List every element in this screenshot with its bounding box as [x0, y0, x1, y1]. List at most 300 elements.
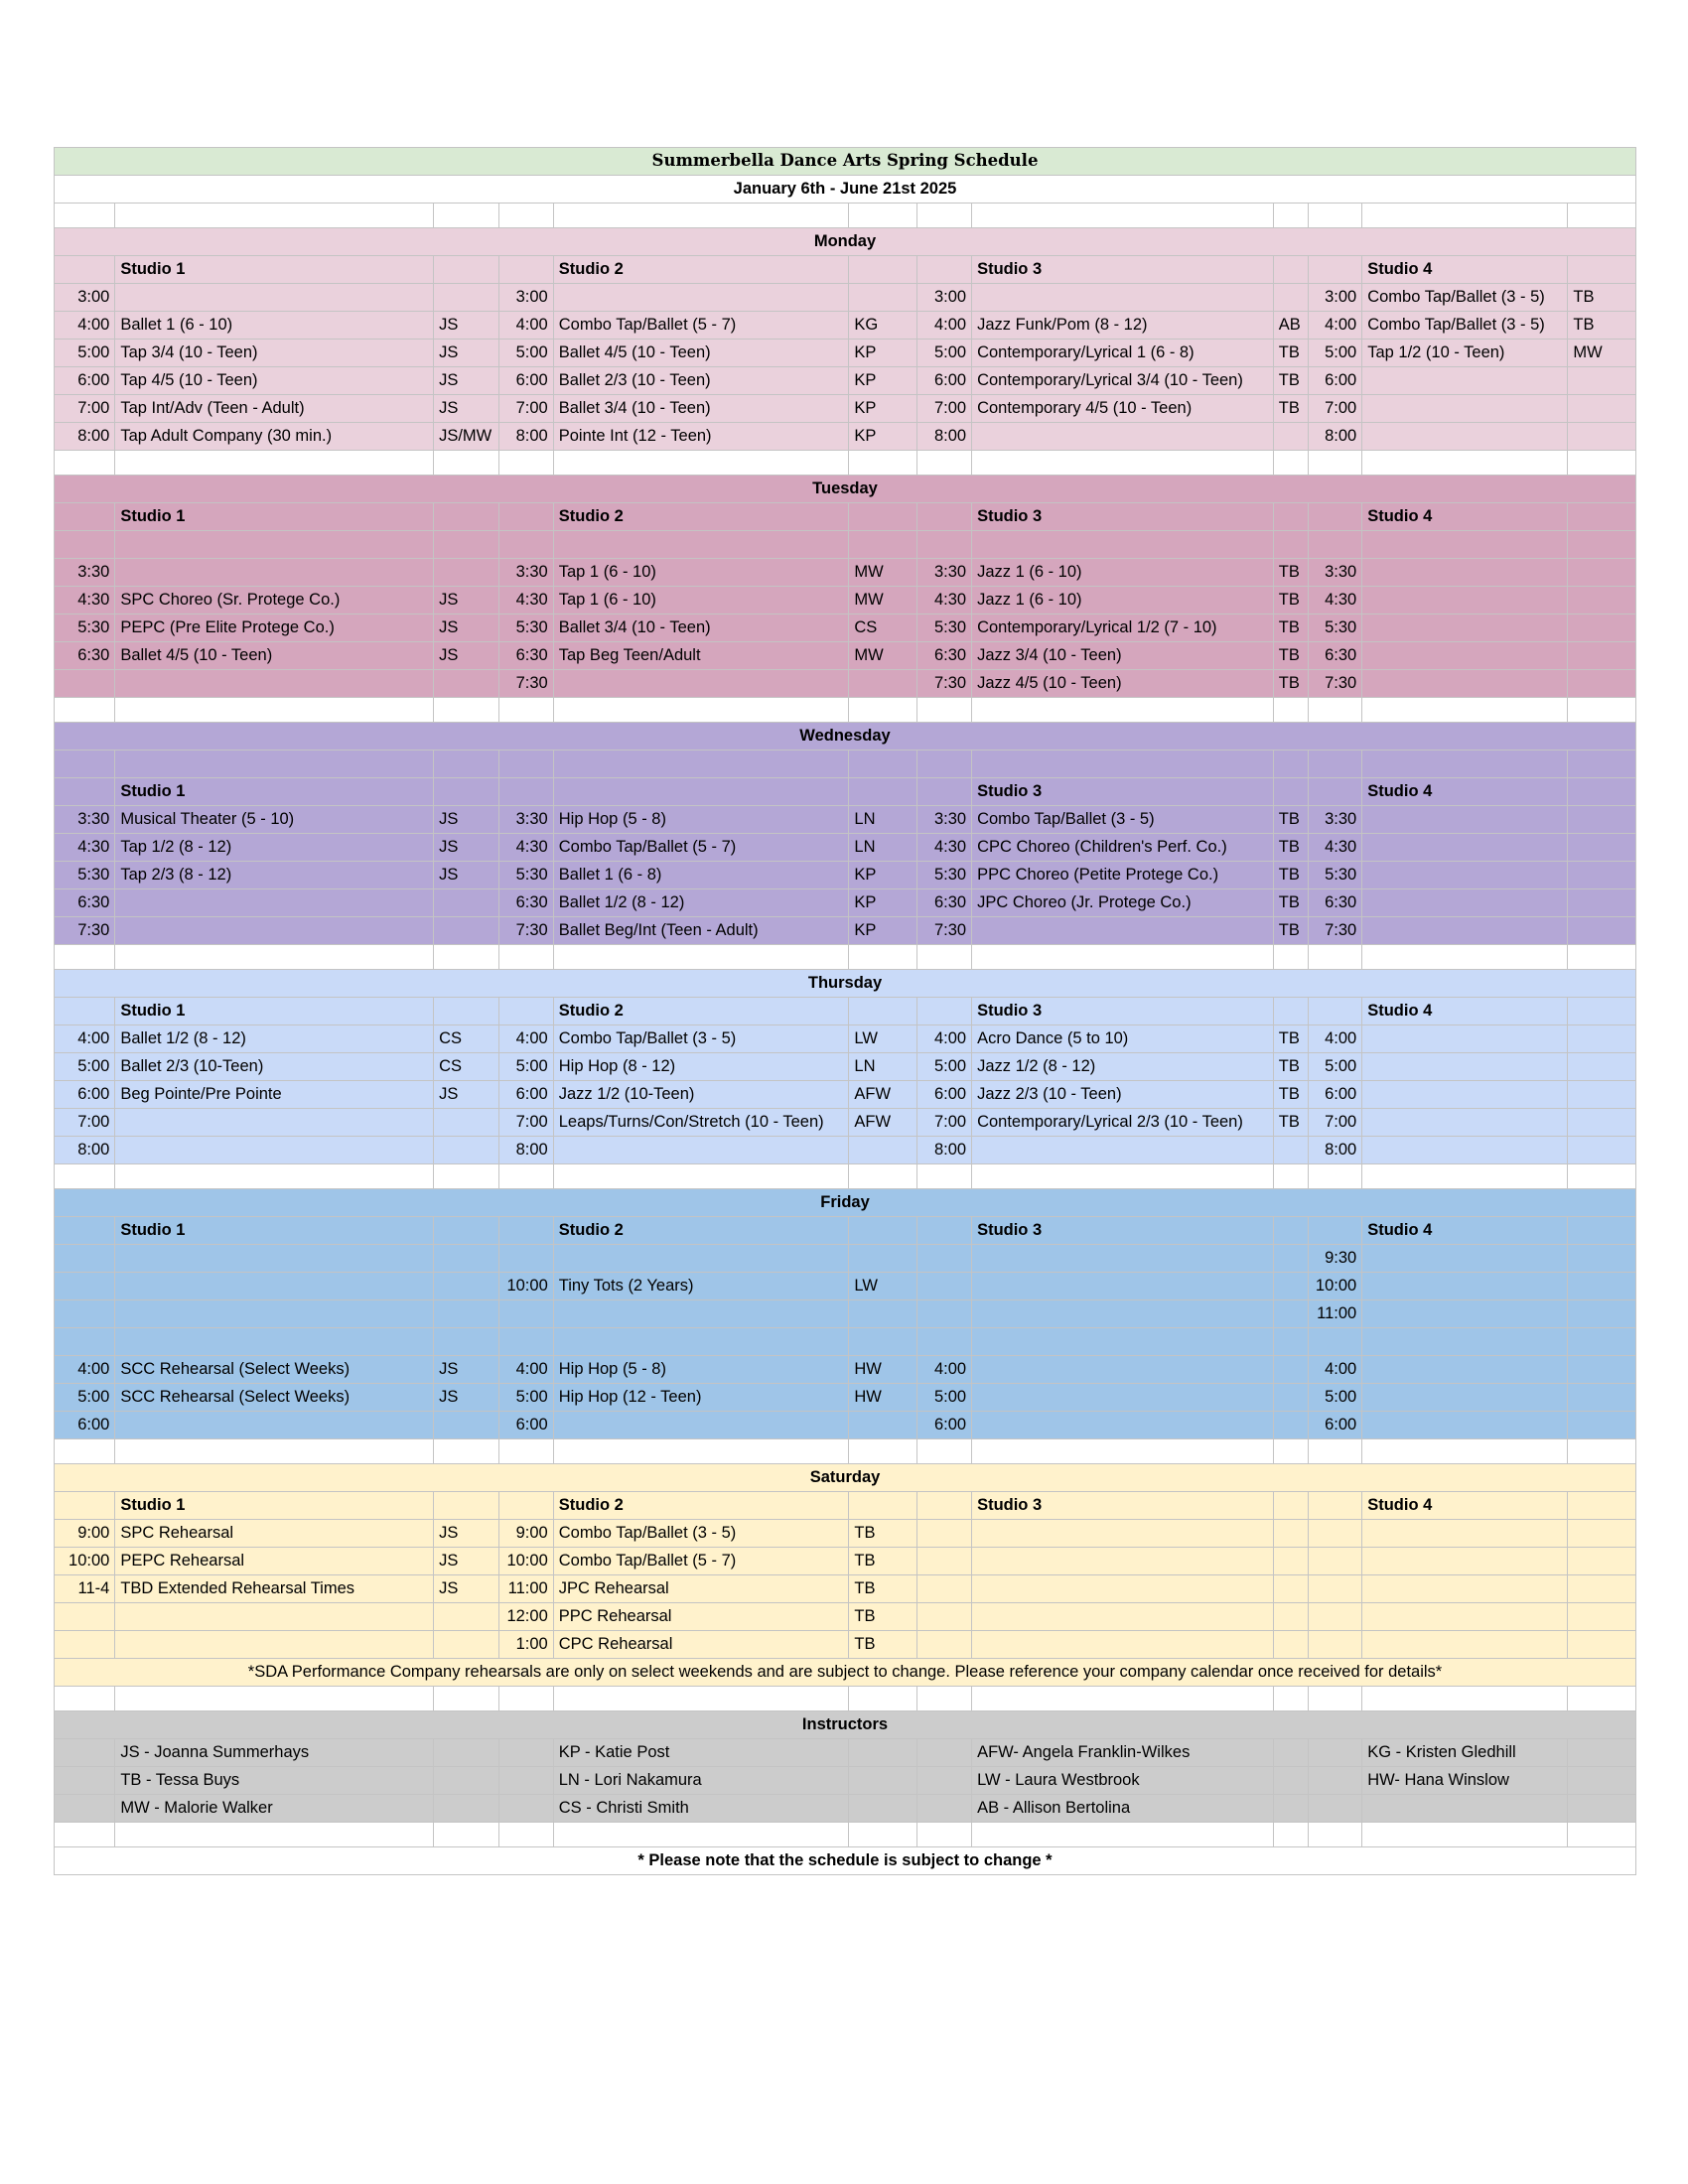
studio-2-class: Combo Tap/Ballet (3 - 5): [553, 1025, 849, 1053]
thursday-time-row: [55, 1109, 1636, 1137]
instructors-row: [55, 1767, 1636, 1795]
time-slot: 5:30: [916, 614, 971, 642]
studio-3-class: Combo Tap/Ballet (3 - 5): [972, 806, 1274, 834]
empty-cell: [1568, 1548, 1636, 1575]
studio-2-instructor: LW: [849, 1025, 916, 1053]
studio-1-instructor: JS: [434, 1384, 499, 1412]
schedule-sheet: [54, 147, 1636, 1875]
empty-cell: [499, 778, 553, 806]
time-slot: 4:00: [55, 1356, 115, 1384]
empty-cell: [849, 503, 916, 531]
monday-time-row: [55, 395, 1636, 423]
empty-cell: [115, 1109, 434, 1137]
empty-cell: [1362, 1025, 1568, 1053]
saturday-header-row: [55, 1464, 1636, 1492]
empty-cell: [553, 778, 849, 806]
empty-cell: [1273, 1164, 1308, 1189]
empty-cell: [849, 204, 916, 228]
studio-2-instructor: AFW: [849, 1081, 916, 1109]
time-slot: 7:30: [916, 917, 971, 945]
empty-cell: [1568, 642, 1636, 670]
empty-cell: [1273, 1603, 1308, 1631]
empty-cell: [1568, 256, 1636, 284]
time-slot: 4:00: [499, 312, 553, 340]
empty-cell: [916, 698, 971, 723]
time-slot: 7:30: [55, 917, 115, 945]
studio-2-instructor: KP: [849, 889, 916, 917]
wednesday-header-row: [55, 723, 1636, 751]
thursday-heading: Thursday: [55, 970, 1636, 998]
empty-cell: [1273, 751, 1308, 778]
studio-2-class: Ballet 4/5 (10 - Teen): [553, 340, 849, 367]
empty-cell: [1568, 1384, 1636, 1412]
time-slot: 8:00: [55, 1137, 115, 1164]
empty-cell: [916, 998, 971, 1025]
empty-cell: [1308, 1795, 1361, 1823]
empty-cell: [1273, 778, 1308, 806]
studio-3-class: Contemporary/Lyrical 3/4 (10 - Teen): [972, 367, 1274, 395]
friday-time-row: [55, 1328, 1636, 1356]
empty-cell: [434, 284, 499, 312]
time-slot: 7:00: [1308, 395, 1361, 423]
time-slot: 4:00: [916, 1025, 971, 1053]
empty-cell: [55, 778, 115, 806]
empty-cell: [1362, 1300, 1568, 1328]
empty-cell: [916, 945, 971, 970]
time-slot: 4:00: [916, 312, 971, 340]
empty-cell: [1568, 395, 1636, 423]
empty-cell: [1308, 778, 1361, 806]
studio-4-class: Combo Tap/Ballet (3 - 5): [1362, 284, 1568, 312]
empty-cell: [434, 1137, 499, 1164]
empty-cell: [916, 1328, 971, 1356]
time-slot: 6:00: [916, 1081, 971, 1109]
studio-2-instructor: LN: [849, 1053, 916, 1081]
empty-cell: [553, 1687, 849, 1711]
empty-cell: [1308, 1328, 1361, 1356]
time-slot: 4:00: [55, 312, 115, 340]
empty-cell: [849, 1823, 916, 1847]
wednesday-time-row: [55, 834, 1636, 862]
empty-cell: [972, 1164, 1274, 1189]
empty-cell: [1362, 945, 1568, 970]
empty-cell: [1308, 1631, 1361, 1659]
time-slot: 4:00: [499, 1356, 553, 1384]
empty-cell: [1273, 1767, 1308, 1795]
empty-cell: [1308, 1439, 1361, 1464]
instructors-row: [55, 1795, 1636, 1823]
empty-cell: [55, 751, 115, 778]
studio-heading: Studio 4: [1362, 503, 1568, 531]
time-slot: 4:00: [499, 1025, 553, 1053]
studio-3-class: Jazz 1/2 (8 - 12): [972, 1053, 1274, 1081]
studio-2-instructor: KP: [849, 917, 916, 945]
empty-cell: [1568, 1245, 1636, 1273]
time-slot: 5:00: [1308, 1384, 1361, 1412]
empty-cell: [916, 451, 971, 476]
empty-cell: [849, 1412, 916, 1439]
empty-cell: [553, 670, 849, 698]
empty-cell: [1568, 862, 1636, 889]
empty-cell: [1362, 642, 1568, 670]
empty-cell: [1273, 698, 1308, 723]
studio-heading: Studio 4: [1362, 778, 1568, 806]
studio-1-instructor: JS: [434, 834, 499, 862]
time-slot: 7:00: [916, 395, 971, 423]
empty-cell: [553, 698, 849, 723]
empty-cell: [1568, 1575, 1636, 1603]
empty-cell: [115, 1687, 434, 1711]
spacer-row: [55, 204, 1636, 228]
instructors-heading: Instructors: [55, 1711, 1636, 1739]
time-slot: 6:30: [916, 889, 971, 917]
empty-cell: [499, 531, 553, 559]
empty-cell: [499, 1439, 553, 1464]
empty-cell: [1308, 1548, 1361, 1575]
empty-cell: [916, 1767, 971, 1795]
empty-cell: [1362, 1109, 1568, 1137]
empty-cell: [1308, 451, 1361, 476]
empty-cell: [1308, 1767, 1361, 1795]
empty-cell: [115, 751, 434, 778]
empty-cell: [434, 945, 499, 970]
studio-2-instructor: MW: [849, 559, 916, 587]
empty-cell: [115, 1245, 434, 1273]
monday-time-row: [55, 367, 1636, 395]
empty-cell: [1362, 806, 1568, 834]
studio-3-instructor: TB: [1273, 1109, 1308, 1137]
empty-cell: [434, 1412, 499, 1439]
empty-cell: [1568, 1520, 1636, 1548]
empty-cell: [1362, 889, 1568, 917]
studio-1-instructor: JS: [434, 312, 499, 340]
time-slot: 3:30: [499, 806, 553, 834]
empty-cell: [972, 423, 1274, 451]
empty-cell: [972, 1384, 1274, 1412]
empty-cell: [1568, 1217, 1636, 1245]
spacer-row: [55, 451, 1636, 476]
empty-cell: [1568, 503, 1636, 531]
studio-heading: Studio 3: [972, 1492, 1274, 1520]
empty-cell: [55, 1767, 115, 1795]
empty-cell: [1362, 531, 1568, 559]
empty-cell: [434, 1823, 499, 1847]
empty-cell: [55, 1164, 115, 1189]
studio-1-instructor: JS: [434, 614, 499, 642]
empty-cell: [1568, 1823, 1636, 1847]
studio-heading: Studio 2: [553, 503, 849, 531]
time-slot: 10:00: [499, 1548, 553, 1575]
empty-cell: [972, 1245, 1274, 1273]
studio-3-instructor: TB: [1273, 367, 1308, 395]
empty-cell: [115, 531, 434, 559]
studio-3-class: Jazz 2/3 (10 - Teen): [972, 1081, 1274, 1109]
empty-cell: [1568, 1603, 1636, 1631]
empty-cell: [553, 1164, 849, 1189]
time-slot: 4:30: [499, 587, 553, 614]
empty-cell: [849, 451, 916, 476]
spacer-row: [55, 1823, 1636, 1847]
time-slot: 3:00: [916, 284, 971, 312]
empty-cell: [55, 945, 115, 970]
empty-cell: [434, 1492, 499, 1520]
empty-cell: [434, 531, 499, 559]
time-slot: 5:30: [55, 614, 115, 642]
studio-3-class: Contemporary/Lyrical 1/2 (7 - 10): [972, 614, 1274, 642]
time-slot: 3:30: [916, 806, 971, 834]
empty-cell: [1362, 451, 1568, 476]
friday-heading: Friday: [55, 1189, 1636, 1217]
studio-2-class: Ballet Beg/Int (Teen - Adult): [553, 917, 849, 945]
time-slot: 6:00: [55, 367, 115, 395]
empty-cell: [55, 1631, 115, 1659]
empty-cell: [1308, 1164, 1361, 1189]
empty-cell: [1568, 889, 1636, 917]
empty-cell: [434, 503, 499, 531]
studio-2-class: Tap 1 (6 - 10): [553, 587, 849, 614]
empty-cell: [434, 1439, 499, 1464]
empty-cell: [1362, 1053, 1568, 1081]
empty-cell: [55, 1603, 115, 1631]
instructor-entry: TB - Tessa Buys: [115, 1767, 434, 1795]
empty-cell: [1568, 1767, 1636, 1795]
empty-cell: [972, 1548, 1274, 1575]
thursday-time-row: [55, 1025, 1636, 1053]
empty-cell: [434, 1217, 499, 1245]
empty-cell: [115, 559, 434, 587]
studio-2-instructor: LN: [849, 806, 916, 834]
empty-cell: [916, 751, 971, 778]
thursday-studio-header-row: [55, 998, 1636, 1025]
empty-cell: [1568, 1439, 1636, 1464]
empty-cell: [1568, 1164, 1636, 1189]
time-slot: 8:00: [55, 423, 115, 451]
empty-cell: [115, 1823, 434, 1847]
empty-cell: [434, 1739, 499, 1767]
time-slot: 7:00: [916, 1109, 971, 1137]
time-slot: 1:00: [499, 1631, 553, 1659]
instructor-entry: CS - Christi Smith: [553, 1795, 849, 1823]
studio-1-class: SCC Rehearsal (Select Weeks): [115, 1356, 434, 1384]
tuesday-time-row: [55, 670, 1636, 698]
empty-cell: [1308, 1823, 1361, 1847]
time-slot: 8:00: [499, 423, 553, 451]
studio-heading: Studio 3: [972, 1217, 1274, 1245]
empty-cell: [1308, 945, 1361, 970]
time-slot: 6:00: [499, 1412, 553, 1439]
empty-cell: [1362, 1575, 1568, 1603]
empty-cell: [1308, 1575, 1361, 1603]
empty-cell: [916, 256, 971, 284]
empty-cell: [499, 1823, 553, 1847]
empty-cell: [1362, 559, 1568, 587]
studio-2-class: Hip Hop (12 - Teen): [553, 1384, 849, 1412]
empty-cell: [1273, 284, 1308, 312]
time-slot: 7:00: [1308, 1109, 1361, 1137]
empty-cell: [1568, 698, 1636, 723]
schedule-change-note: * Please note that the schedule is subject to change *: [55, 1847, 1636, 1875]
empty-cell: [1568, 1053, 1636, 1081]
time-slot: 7:30: [499, 917, 553, 945]
empty-cell: [55, 1739, 115, 1767]
empty-cell: [916, 503, 971, 531]
time-slot: 5:30: [1308, 862, 1361, 889]
studio-heading: Studio 4: [1362, 256, 1568, 284]
time-slot: 6:30: [916, 642, 971, 670]
empty-cell: [115, 1631, 434, 1659]
empty-cell: [1308, 751, 1361, 778]
empty-cell: [1568, 1356, 1636, 1384]
studio-1-class: PEPC Rehearsal: [115, 1548, 434, 1575]
studio-3-instructor: TB: [1273, 670, 1308, 698]
empty-cell: [1308, 1603, 1361, 1631]
empty-cell: [553, 1439, 849, 1464]
studio-3-instructor: TB: [1273, 642, 1308, 670]
empty-cell: [972, 751, 1274, 778]
empty-cell: [1273, 531, 1308, 559]
studio-2-instructor: TB: [849, 1631, 916, 1659]
empty-cell: [972, 1520, 1274, 1548]
empty-cell: [849, 1300, 916, 1328]
studio-2-class: Pointe Int (12 - Teen): [553, 423, 849, 451]
time-slot: 8:00: [916, 423, 971, 451]
empty-cell: [1362, 204, 1568, 228]
time-slot: 7:30: [1308, 917, 1361, 945]
instructor-entry: AB - Allison Bertolina: [972, 1795, 1274, 1823]
studio-1-instructor: JS: [434, 806, 499, 834]
time-slot: 5:00: [1308, 340, 1361, 367]
empty-cell: [115, 917, 434, 945]
empty-cell: [916, 1164, 971, 1189]
empty-cell: [1308, 256, 1361, 284]
time-slot: 4:00: [1308, 312, 1361, 340]
time-slot: 5:00: [55, 1384, 115, 1412]
time-slot: 5:00: [55, 1053, 115, 1081]
empty-cell: [849, 751, 916, 778]
empty-cell: [1568, 204, 1636, 228]
studio-2-class: Ballet 3/4 (10 - Teen): [553, 395, 849, 423]
studio-1-instructor: CS: [434, 1053, 499, 1081]
empty-cell: [849, 1795, 916, 1823]
studio-3-class: PPC Choreo (Petite Protege Co.): [972, 862, 1274, 889]
studio-2-instructor: CS: [849, 614, 916, 642]
time-slot: 7:00: [499, 395, 553, 423]
empty-cell: [916, 1795, 971, 1823]
studio-2-class: Combo Tap/Ballet (5 - 7): [553, 834, 849, 862]
friday-time-row: [55, 1245, 1636, 1273]
wednesday-heading: Wednesday: [55, 723, 1636, 751]
empty-cell: [1308, 1492, 1361, 1520]
time-slot: 4:30: [1308, 834, 1361, 862]
friday-time-row: [55, 1384, 1636, 1412]
monday-header-row: [55, 228, 1636, 256]
time-slot: 3:00: [499, 284, 553, 312]
empty-cell: [972, 1823, 1274, 1847]
empty-cell: [916, 1548, 971, 1575]
empty-cell: [1273, 1795, 1308, 1823]
empty-cell: [55, 1795, 115, 1823]
saturday-studio-header-row: [55, 1492, 1636, 1520]
empty-cell: [1308, 1739, 1361, 1767]
studio-1-class: Tap 4/5 (10 - Teen): [115, 367, 434, 395]
time-slot: 9:30: [1308, 1245, 1361, 1273]
studio-2-instructor: KP: [849, 423, 916, 451]
empty-cell: [1362, 1384, 1568, 1412]
empty-cell: [115, 1273, 434, 1300]
empty-cell: [1273, 1520, 1308, 1548]
empty-cell: [55, 256, 115, 284]
time-slot: 8:00: [499, 1137, 553, 1164]
time-slot: 10:00: [55, 1548, 115, 1575]
time-slot: 5:00: [55, 340, 115, 367]
friday-time-row: [55, 1356, 1636, 1384]
empty-cell: [1568, 1081, 1636, 1109]
footer-row: [55, 1847, 1636, 1875]
studio-4-instructor: TB: [1568, 312, 1636, 340]
studio-1-class: SPC Choreo (Sr. Protege Co.): [115, 587, 434, 614]
instructor-entry: MW - Malorie Walker: [115, 1795, 434, 1823]
empty-cell: [916, 1245, 971, 1273]
studio-1-instructor: JS: [434, 1081, 499, 1109]
time-slot: 5:30: [499, 862, 553, 889]
empty-cell: [1568, 1300, 1636, 1328]
empty-cell: [1568, 1739, 1636, 1767]
instructor-entry: KP - Katie Post: [553, 1739, 849, 1767]
studio-2-class: Ballet 2/3 (10 - Teen): [553, 367, 849, 395]
time-slot: 6:30: [1308, 889, 1361, 917]
empty-cell: [55, 204, 115, 228]
monday-time-row: [55, 340, 1636, 367]
studio-3-class: Jazz 1 (6 - 10): [972, 559, 1274, 587]
empty-cell: [916, 1575, 971, 1603]
empty-cell: [553, 1412, 849, 1439]
studio-1-instructor: JS: [434, 395, 499, 423]
time-slot: 6:30: [1308, 642, 1361, 670]
studio-1-instructor: JS: [434, 862, 499, 889]
empty-cell: [55, 1439, 115, 1464]
empty-cell: [499, 698, 553, 723]
studio-4-instructor: MW: [1568, 340, 1636, 367]
empty-cell: [1273, 945, 1308, 970]
empty-cell: [916, 1739, 971, 1767]
tuesday-time-row: [55, 642, 1636, 670]
time-slot: 6:00: [916, 1412, 971, 1439]
time-slot: 7:00: [499, 1109, 553, 1137]
thursday-time-row: [55, 1137, 1636, 1164]
empty-cell: [1362, 1548, 1568, 1575]
empty-cell: [972, 917, 1274, 945]
studio-2-class: Ballet 3/4 (10 - Teen): [553, 614, 849, 642]
empty-cell: [849, 998, 916, 1025]
studio-3-instructor: TB: [1273, 614, 1308, 642]
empty-cell: [1308, 1687, 1361, 1711]
empty-cell: [499, 503, 553, 531]
empty-cell: [434, 204, 499, 228]
empty-cell: [553, 945, 849, 970]
studio-3-instructor: TB: [1273, 1025, 1308, 1053]
tuesday-time-row: [55, 614, 1636, 642]
empty-cell: [849, 256, 916, 284]
time-slot: 3:00: [55, 284, 115, 312]
empty-cell: [499, 1217, 553, 1245]
empty-cell: [1273, 1137, 1308, 1164]
empty-cell: [115, 1439, 434, 1464]
time-slot: 8:00: [916, 1137, 971, 1164]
empty-cell: [115, 698, 434, 723]
empty-cell: [849, 945, 916, 970]
time-slot: 4:00: [916, 1356, 971, 1384]
empty-cell: [849, 531, 916, 559]
